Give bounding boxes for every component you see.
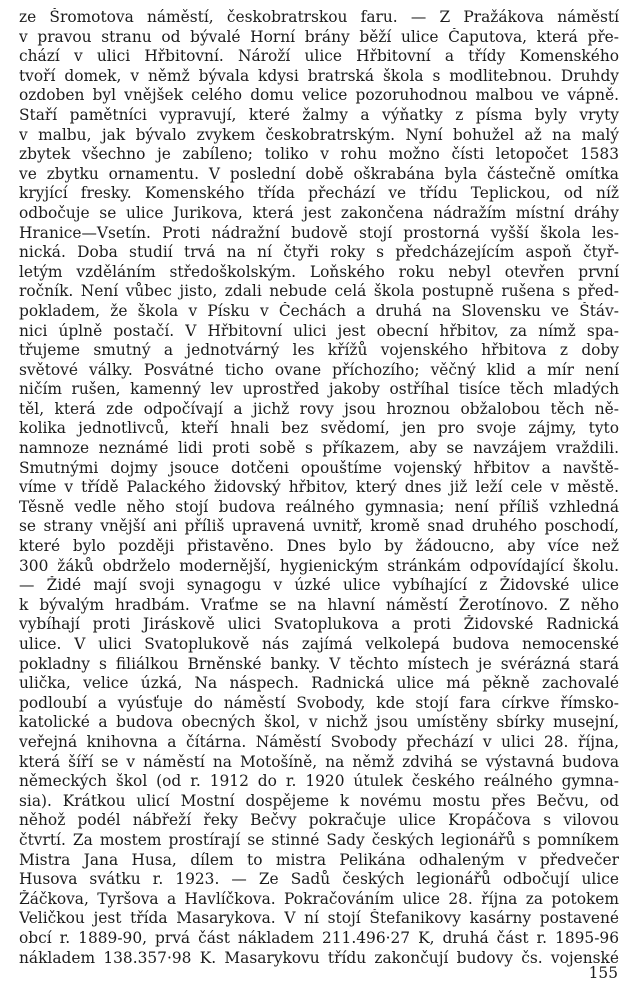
text-line: ozdoben byl vnějšek celého domu velice pozoruhodnou malbou ve vápně. [19, 86, 619, 105]
text-line: Staří pamětníci vypravují, které žalmy a výňatky z písma byly vryty [19, 105, 619, 124]
text-line: se strany vnější ani příliš upravená uvnitř, kromě snad druhého poschodí, [19, 517, 619, 536]
text-line: nákladem 138.357·98 K. Masarykovu třídu zakončují budovy čs. vojenské [19, 948, 619, 967]
text-line: podloubí a vyúsťuje do náměstí Svobody, kde stojí fara církve římsko- [19, 693, 619, 712]
text-line: těl, která zde odpočívají a jichž rovy jsou hroznou obžalobou těch ně- [19, 399, 619, 418]
text-line: vybíhají proti Jiráskově ulici Svatoplukova a proti Židovské Radnická [19, 615, 619, 634]
text-line: v malbu, jak bývalo zvykem českobratrským. Nyní bohužel až na malý [19, 125, 619, 144]
text-line: — Židé mají svoji synagogu v úzké ulice vybíhající z Židovské ulice [19, 576, 619, 595]
text-line: katolické a budova obecných škol, v nichž jsou umístěny sbírky musejní, [19, 713, 619, 732]
text-line: zbytek všechno je zabíleno; toliko v rohu možno čísti letopočet 1583 [19, 145, 619, 164]
text-line: nici úplně postačí. V Hřbitovní ulici jest obecní hřbitov, za nímž spa- [19, 321, 619, 340]
text-line: Husova svátku r. 1923. — Ze Sadů českých legionářů odbočují ulice [19, 870, 619, 889]
text-line: Hranice—Vsetín. Proti nádražní budově stojí prostorná vyšší škola les- [19, 223, 619, 242]
text-line: chází v ulici Hřbitovní. Nároží ulice Hřbitovní a třídy Komenského [19, 47, 619, 66]
text-line: čtvrtí. Za mostem prostírají se stinné Sady českých legionářů s pomníkem [19, 830, 619, 849]
text-line: nická. Doba studií trvá na ní čtyři roky s předcházejícím aspoň čtyř- [19, 243, 619, 262]
text-line: namnoze neznámé lidi proti sobě s příkazem, aby se navzájem vraždili. [19, 439, 619, 458]
text-line: německých škol (od r. 1912 do r. 1920 útulek českého reálného gymna- [19, 772, 619, 791]
text-line: letým vzděláním středoškolským. Loňského roku nebyl otevřen první [19, 262, 619, 281]
text-line: veřejná knihovna a čítárna. Náměstí Svobody přechází v ulici 28. října, [19, 732, 619, 751]
text-line: Veličkou jest třída Masarykova. V ní stojí Štefanikovy kasárny postavené [19, 909, 619, 928]
text-line: obcí r. 1889-90, prvá část nákladem 211.496·27 K, druhá část r. 1895-96 [19, 928, 619, 947]
text-line: odbočuje se ulice Jurikova, která jest zakončena nádražím místní dráhy [19, 203, 619, 222]
text-line: kryjící fresky. Komenského třída přechází ve třídu Teplickou, od níž [19, 184, 619, 203]
text-line: třujeme smutný a jednotvárný les křížů vojenského hřbitova z doby [19, 341, 619, 360]
page-number: 155 [588, 964, 618, 982]
text-line: sia). Krátkou ulicí Mostní dospějeme k novému mostu přes Bečvu, od [19, 791, 619, 810]
text-line: Těsně vedle něho stojí budova reálného gymnasia; není příliš vzhledná [19, 497, 619, 516]
text-line: ulička, velice úzká, Na náspech. Radnická ulice má pěkně zachovalé [19, 674, 619, 693]
text-line: Mistra Jana Husa, dílem to mistra Pelikána odhaleným v předvečer [19, 850, 619, 869]
text-line: ročník. Není vůbec jisto, zdali nebude celá škola postupně rušena s před- [19, 282, 619, 301]
text-line: Smutnými dojmy jsouce dotčeni opouštíme vojenský hřbitov a navště- [19, 458, 619, 477]
text-line: něhož podél nábřeží řeky Bečvy pokračuje ulice Kropáčova s vilovou [19, 811, 619, 830]
text-line: ze Šromotova náměstí, českobratrskou faru. — Z Pražákova náměstí [19, 8, 619, 26]
text-line: 300 žáků obdrželo modernější, hygienickým stránkám odpovídající školu. [19, 556, 619, 575]
text-line: světové války. Posvátné ticho ovane příchozího; věčný klid a mír není [19, 360, 619, 379]
text-line: kolika jednotlivců, kteří hnali bez svědomí, jen pro svoje zájmy, tyto [19, 419, 619, 438]
text-line: která šíří se v náměstí na Motošíně, na němž zdvihá se výstavná budova [19, 752, 619, 771]
text-line: pokladny s filiálkou Brněnské banky. V těchto místech je svérázná stará [19, 654, 619, 673]
text-line: tvoří domek, v němž bývala kdysi bratrská škola s modlitebnou. Druhdy [19, 66, 619, 85]
text-line: ulice. V ulici Svatoplukově nás zajímá velkolepá budova nemocenské [19, 635, 619, 653]
text-line: v pravou stranu od bývalé Horní brány běží ulice Čaputova, která pře- [19, 27, 619, 46]
text-line: ničím rušen, kamenný lev uprostřed jakoby ostříhal tisíce těch mladých [19, 380, 619, 399]
text-line: pokladem, že škola v Písku v Čechách a druhá na Slovensku ve Štáv- [19, 301, 619, 320]
text-line: víme v třídě Palackého židovský hřbitov, který dnes již leží cele v městě. [19, 478, 619, 497]
text-line: k bývalým hradbám. Vraťme se na hlavní náměstí Žerotínovo. Z něho [19, 595, 619, 614]
text-line: ve zbytku ornamentu. V poslední době oškrabána byla částečně omítka [19, 164, 619, 183]
text-line: které bylo později přistavěno. Dnes bylo by žádoucno, aby více než [19, 537, 619, 556]
document-page [19, 8, 619, 968]
text-line: Žáčkova, Tyršova a Havlíčkova. Pokračováním ulice 28. října za potokem [19, 889, 619, 908]
